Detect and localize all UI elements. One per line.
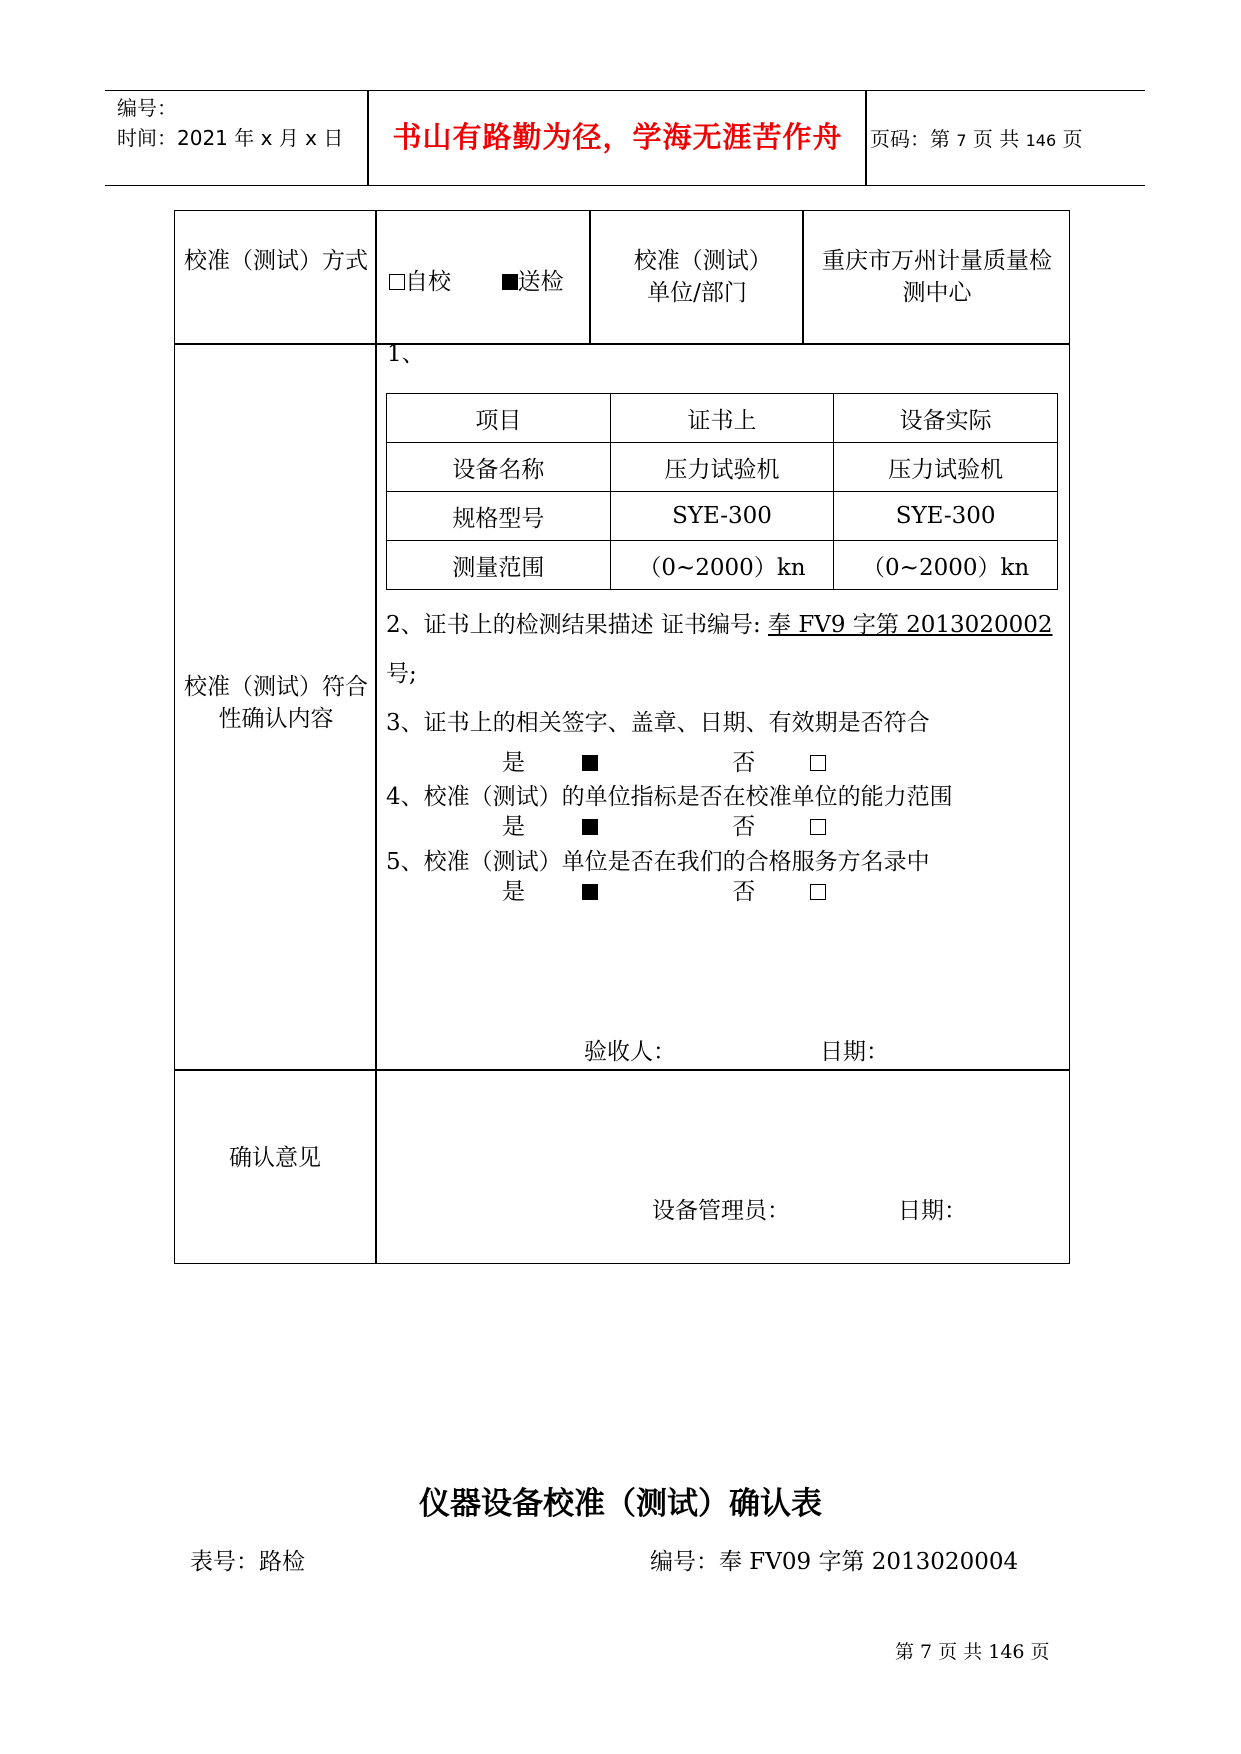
table-header-cell: 证书上: [610, 394, 834, 443]
item-5: 5、校准（测试）单位是否在我们的合格服务方名录中: [386, 849, 930, 875]
serial-number: 编号：奉 FV09 字第 2013020004: [650, 1549, 1019, 1575]
opinion-label: 确认意见: [229, 1145, 321, 1171]
table-cell: 规格型号: [387, 492, 611, 541]
table-header-cell: 设备实际: [834, 394, 1058, 443]
table-cell: 压力试验机: [834, 443, 1058, 492]
no-checkbox[interactable]: [810, 755, 826, 771]
table-row: [387, 541, 1058, 590]
yes-label: 是: [502, 814, 525, 840]
table-cell: 测量范围: [387, 541, 611, 590]
acceptor-label: 验收人：: [584, 1039, 676, 1065]
item-2-suffix: 号;: [386, 661, 417, 687]
unit-value: 重庆市万州计量质量检测中心: [822, 248, 1052, 306]
row-divider: [175, 343, 1069, 345]
no-label: 否: [732, 879, 756, 905]
certificate-number: 奉 FV9 字第 2013020002: [768, 612, 1053, 638]
item-1: 1、: [387, 341, 425, 367]
header-time: 时间：2021 年 x 月 x 日: [117, 126, 344, 150]
column-divider: [802, 211, 804, 343]
method-self-label: 自校: [405, 269, 451, 295]
header-page-number: [870, 123, 1140, 152]
manager-label: 设备管理员：: [652, 1198, 790, 1224]
no-label: 否: [732, 750, 756, 776]
table-header-row: [387, 394, 1058, 443]
page-total: 146: [1025, 131, 1057, 150]
self-calibration-checkbox[interactable]: [389, 274, 405, 290]
table-cell: 设备名称: [387, 443, 611, 492]
calibration-form: [174, 210, 1070, 1264]
table-cell: SYE-300: [834, 492, 1058, 541]
form-title: 仪器设备校准（测试）确认表: [419, 1486, 822, 1522]
item-5-answer: [502, 873, 826, 906]
header-info: [117, 93, 367, 153]
page-footer: 第 7 页 共 146 页: [895, 1641, 1050, 1663]
send-inspection-checkbox[interactable]: [502, 274, 518, 290]
unit-label: 校准（测试）单位/部门: [633, 248, 761, 306]
item-2-text: 2、证书上的检测结果描述 证书编号:: [386, 612, 769, 638]
confirm-content-label: 校准（测试）符合性确认内容: [184, 674, 368, 732]
table-cell: 压力试验机: [610, 443, 834, 492]
column-divider: [589, 211, 591, 343]
item-3-answer: [502, 744, 826, 777]
yes-checkbox[interactable]: [582, 884, 598, 900]
item-3: 3、证书上的相关签字、盖章、日期、有效期是否符合: [386, 710, 930, 736]
column-divider: [375, 211, 377, 1263]
table-cell: （0~2000）kn: [610, 541, 834, 590]
method-send-label: 送检: [517, 269, 564, 295]
item-4: 4、校准（测试）的单位指标是否在校准单位的能力范围: [386, 784, 953, 810]
page-header: [105, 90, 1145, 186]
header-code-label: 编号：: [117, 96, 177, 120]
acceptor-date-label: 日期：: [820, 1039, 889, 1065]
page-num: 7: [956, 131, 967, 150]
manager-date-label: 日期：: [898, 1198, 967, 1224]
yes-label: 是: [502, 879, 525, 905]
page-mid: 页 共: [972, 127, 1020, 151]
table-row: [387, 443, 1058, 492]
comparison-table: [386, 393, 1058, 590]
header-divider: [367, 91, 369, 185]
yes-checkbox[interactable]: [582, 755, 598, 771]
row-divider: [175, 1069, 1069, 1071]
no-checkbox[interactable]: [810, 819, 826, 835]
item-2: [386, 606, 1052, 639]
header-motto: 书山有路勤为径，学海无涯苦作舟: [392, 120, 843, 154]
table-header-cell: 项目: [387, 394, 611, 443]
header-divider: [865, 91, 867, 185]
yes-checkbox[interactable]: [582, 819, 598, 835]
table-row: [387, 492, 1058, 541]
yes-label: 是: [502, 750, 525, 776]
page-prefix: 页码：第: [870, 127, 950, 151]
table-cell: SYE-300: [610, 492, 834, 541]
page-suffix: 页: [1062, 127, 1083, 151]
no-checkbox[interactable]: [810, 884, 826, 900]
method-label: 校准（测试）方式: [184, 248, 368, 274]
table-cell: （0~2000）kn: [834, 541, 1058, 590]
table-number: 表号：路检: [190, 1549, 305, 1575]
method-options: [389, 263, 564, 296]
item-4-answer: [502, 808, 826, 841]
no-label: 否: [732, 814, 756, 840]
